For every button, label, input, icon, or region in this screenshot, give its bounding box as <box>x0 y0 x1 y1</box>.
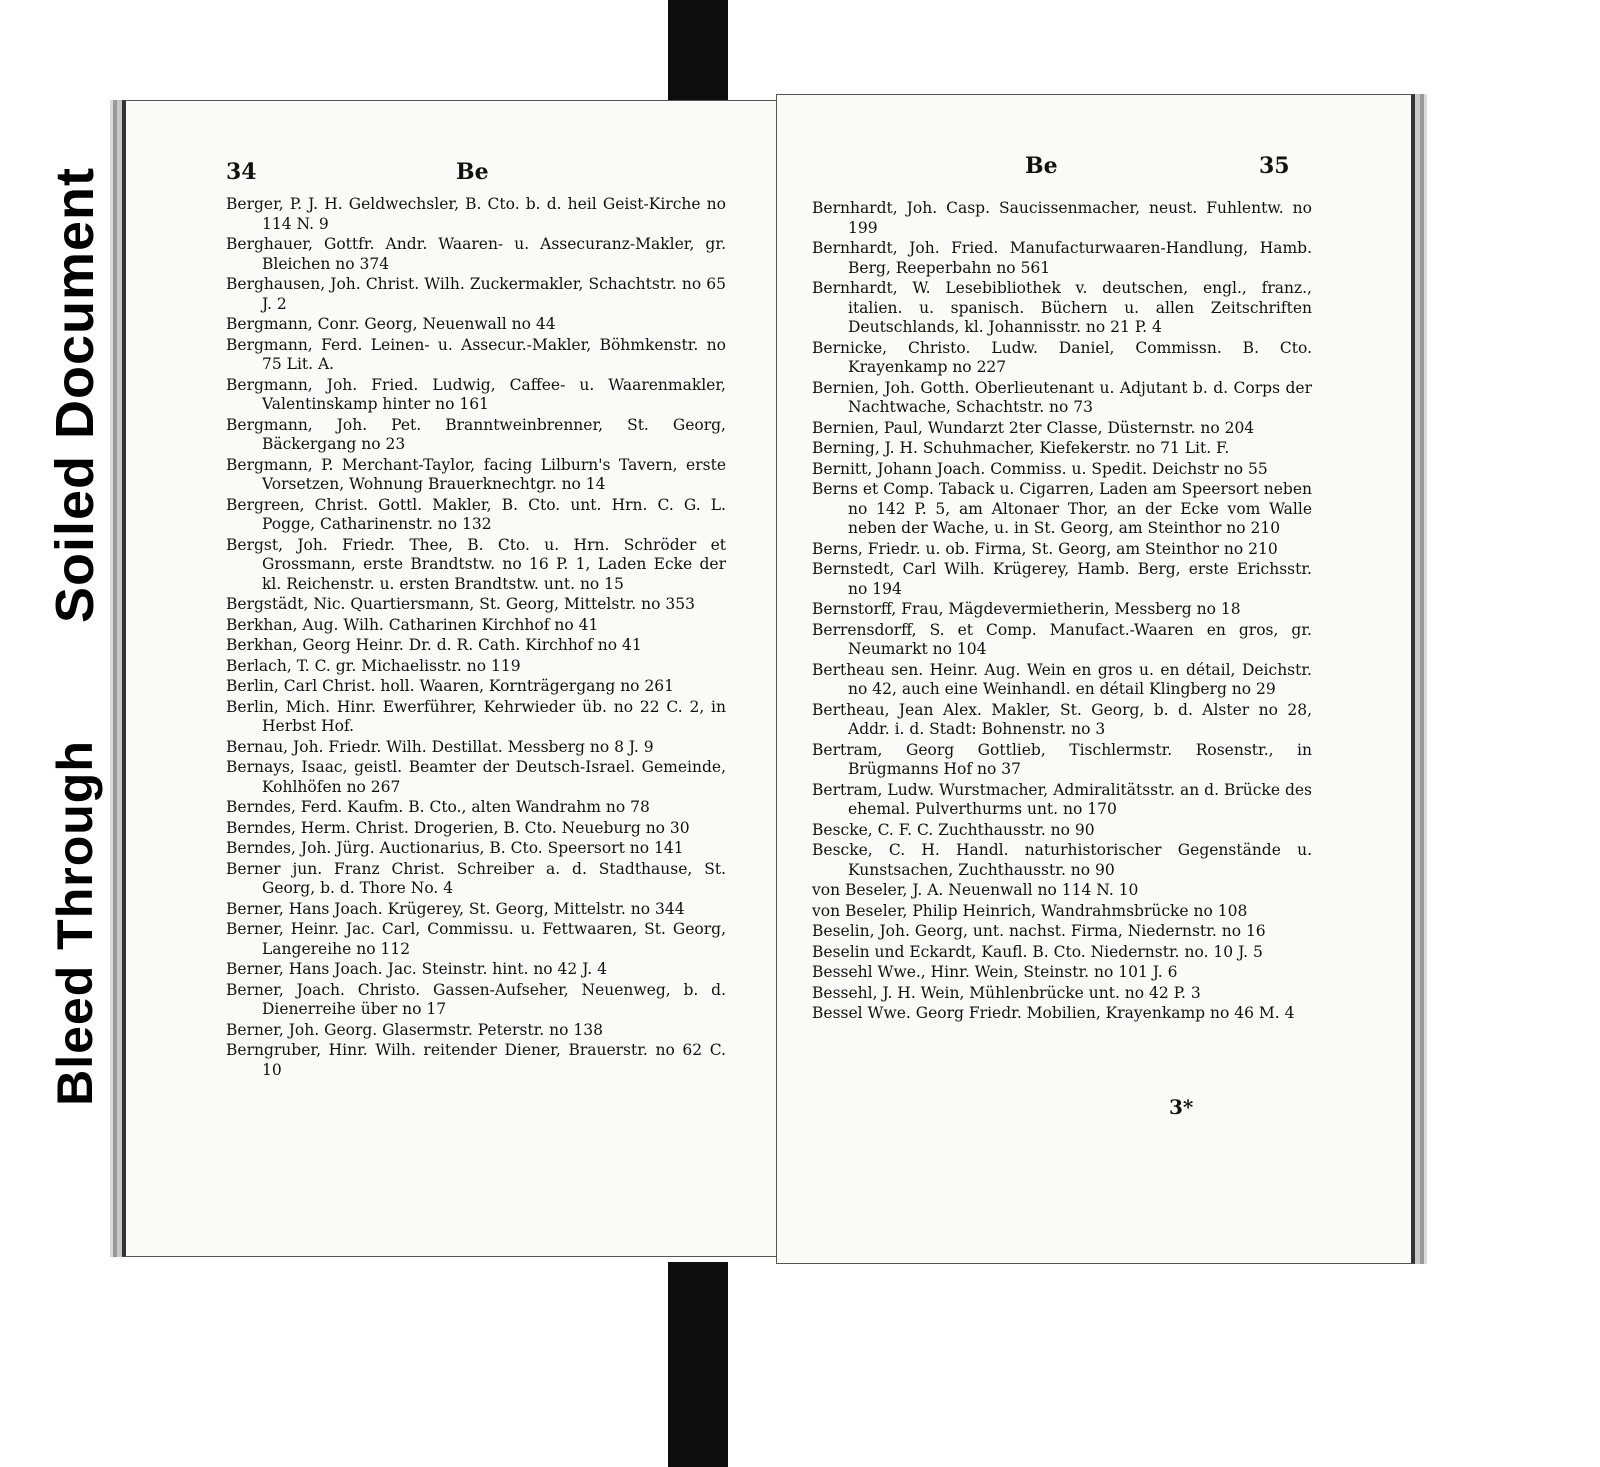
binding-spine-top <box>668 0 728 110</box>
directory-entry: Berghausen, Joh. Christ. Wilh. Zuckermakler, Schachtstr. no 65 J. 2 <box>226 275 726 313</box>
directory-entry: Bergst, Joh. Friedr. Thee, B. Cto. u. Hrn. Schröder et Grossmann, erste Brandtstw. no 16 P. 1, Laden Ecke der kl. Reichenstr. u. ersten Brandtstw. unt. no 15 <box>226 535 726 593</box>
directory-entry: Bessehl Wwe., Hinr. Wein, Steinstr. no 101 J. 6 <box>812 963 1178 981</box>
directory-entry: Bernstorff, Frau, Mägdevermietherin, Messberg no 18 <box>812 600 1241 618</box>
directory-entry: Berns et Comp. Taback u. Cigarren, Laden am Speersort neben no 142 P. 5, am Altonaer Thor, an der Ecke vom Walle neben der Wache, u. in St. Georg, am Steinthor no 210 <box>812 480 1312 537</box>
signature-mark: 3* <box>1169 1095 1194 1119</box>
directory-entry: Bernau, Joh. Friedr. Wilh. Destillat. Messberg no 8 J. 9 <box>226 737 654 756</box>
directory-entry: Berning, J. H. Schuhmacher, Kiefekerstr. no 71 Lit. F. <box>812 439 1230 457</box>
bleed-through-label <box>45 688 105 1158</box>
directory-entry: Bessel Wwe. Georg Friedr. Mobilien, Krayenkamp no 46 M. 4 <box>812 1004 1295 1022</box>
directory-entry: Bescke, C. F. C. Zuchthausstr. no 90 <box>812 820 1095 839</box>
directory-entry: Berner, Joach. Christo. Gassen-Aufseher, Neuenweg, b. d. Dienerreihe über no 17 <box>226 980 726 1018</box>
directory-entry: Bergmann, Conr. Georg, Neuenwall no 44 <box>226 315 556 333</box>
directory-entry: Berner, Joh. Georg. Glasermstr. Peterstr. no 138 <box>226 1020 603 1039</box>
directory-entry: Berndes, Herm. Christ. Drogerien, B. Cto. Neueburg no 30 <box>226 818 690 837</box>
directory-entry: Bernhardt, Joh. Casp. Saucissenmacher, neust. Fuhlentw. no 199 <box>812 199 1312 237</box>
directory-entry: Bernitt, Johann Joach. Commiss. u. Spedit. Deichstr no 55 <box>812 459 1268 478</box>
running-header-right: Be <box>1025 153 1058 179</box>
page-number-left: 34 <box>226 159 257 185</box>
directory-entry: Bernicke, Christo. Ludw. Daniel, Commissn. B. Cto. Krayenkamp no 227 <box>812 338 1312 376</box>
directory-entry: Bergmann, Joh. Fried. Ludwig, Caffee- u. Waarenmakler, Valentinskamp hinter no 161 <box>226 375 726 413</box>
page-number-right: 35 <box>1259 153 1290 179</box>
directory-entry: Berlin, Carl Christ. holl. Waaren, Kornträgergang no 261 <box>226 677 675 695</box>
directory-entry: Berns, Friedr. u. ob. Firma, St. Georg, am Steinthor no 210 <box>812 539 1278 558</box>
directory-entry: Bernhardt, W. Lesebibliothek v. deutschen, engl., franz., italien. u. spanisch. Büchern u. allen Zeitschriften Deutschlands, kl. Johannisstr. no 21 P. 4 <box>812 279 1312 336</box>
directory-entry: von Beseler, Philip Heinrich, Wandrahmsbrücke no 108 <box>812 901 1248 920</box>
directory-entry: von Beseler, J. A. Neuenwall no 114 N. 10 <box>812 881 1139 899</box>
directory-entry: Berngruber, Hinr. Wilh. reitender Diener, Brauerstr. no 62 C. 10 <box>226 1041 726 1079</box>
directory-entry: Berghauer, Gottfr. Andr. Waaren- u. Assecuranz-Makler, gr. Bleichen no 374 <box>226 235 726 273</box>
directory-entry: Bergstädt, Nic. Quartiersmann, St. Georg, Mittelstr. no 353 <box>226 595 695 613</box>
directory-entry: Berner jun. Franz Christ. Schreiber a. d. Stadthause, St. Georg, b. d. Thore No. 4 <box>226 859 726 897</box>
right-page <box>776 94 1415 1264</box>
directory-entry: Berkhan, Aug. Wilh. Catharinen Kirchhof no 41 <box>226 615 599 634</box>
directory-entry: Bernhardt, Joh. Fried. Manufacturwaaren-Handlung, Hamb. Berg, Reeperbahn no 561 <box>812 239 1312 277</box>
directory-entry: Beselin, Joh. Georg, unt. nachst. Firma, Niedernstr. no 16 <box>812 922 1266 940</box>
directory-entry: Bessehl, J. H. Wein, Mühlenbrücke unt. no 42 P. 3 <box>812 983 1201 1002</box>
soiled-document-label <box>45 130 105 660</box>
directory-entry: Bernien, Joh. Gotth. Oberlieutenant u. Adjutant b. d. Corps der Nachtwache, Schachtstr. no 73 <box>812 378 1312 416</box>
directory-entry: Bergreen, Christ. Gottl. Makler, B. Cto. unt. Hrn. C. G. L. Pogge, Catharinenstr. no 132 <box>226 495 726 533</box>
directory-entry: Berner, Hans Joach. Krügerey, St. Georg, Mittelstr. no 344 <box>226 899 685 918</box>
directory-entry: Berger, P. J. H. Geldwechsler, B. Cto. b. d. heil Geist-Kirche no 114 N. 9 <box>226 195 726 233</box>
directory-entry: Bertram, Georg Gottlieb, Tischlermstr. Rosenstr., in Brügmanns Hof no 37 <box>812 740 1312 778</box>
directory-entry: Beselin und Eckardt, Kaufl. B. Cto. Niedernstr. no. 10 J. 5 <box>812 942 1263 961</box>
directory-entry: Bescke, C. H. Handl. naturhistorischer Gegenstände u. Kunstsachen, Zuchthausstr. no 90 <box>812 841 1312 879</box>
directory-entry: Berrensdorff, S. et Comp. Manufact.-Waaren en gros, gr. Neumarkt no 104 <box>812 620 1312 658</box>
directory-entry: Berner, Heinr. Jac. Carl, Commissu. u. Fettwaaren, St. Georg, Langereihe no 112 <box>226 920 726 958</box>
directory-entry: Bertheau, Jean Alex. Makler, St. Georg, b. d. Alster no 28, Addr. i. d. Stadt: Bohnenstr. no 3 <box>812 700 1312 738</box>
directory-entry: Bertram, Ludw. Wurstmacher, Admiralitätsstr. an d. Brücke des ehemal. Pulverthurms unt. no 170 <box>812 780 1312 818</box>
directory-entries-left <box>226 195 726 1081</box>
directory-entry: Bertheau sen. Heinr. Aug. Wein en gros u. en détail, Deichstr. no 42, auch eine Weinhandl. en détail Klingberg no 29 <box>812 660 1312 698</box>
directory-entry: Berkhan, Georg Heinr. Dr. d. R. Cath. Kirchhof no 41 <box>226 636 642 654</box>
left-page <box>122 100 777 1257</box>
directory-entry: Bernstedt, Carl Wilh. Krügerey, Hamb. Berg, erste Erichsstr. no 194 <box>812 560 1312 598</box>
directory-entry: Bergmann, Ferd. Leinen- u. Assecur.-Makler, Böhmkenstr. no 75 Lit. A. <box>226 335 726 373</box>
directory-entry: Bergmann, P. Merchant-Taylor, facing Lilburn's Tavern, erste Vorsetzen, Wohnung Brauerknechtgr. no 14 <box>226 455 726 493</box>
directory-entry: Berner, Hans Joach. Jac. Steinstr. hint. no 42 J. 4 <box>226 960 607 978</box>
directory-entry: Berndes, Ferd. Kaufm. B. Cto., alten Wandrahm no 78 <box>226 798 650 816</box>
running-header-left: Be <box>456 159 489 185</box>
directory-entry: Berndes, Joh. Jürg. Auctionarius, B. Cto. Speersort no 141 <box>226 839 684 857</box>
directory-entry: Bernien, Paul, Wundarzt 2ter Classe, Düsternstr. no 204 <box>812 418 1255 437</box>
directory-entries-right <box>812 199 1312 1025</box>
soiled-document-text: Soiled Document <box>45 166 106 624</box>
directory-entry: Bernays, Isaac, geistl. Beamter der Deutsch-Israel. Gemeinde, Kohlhöfen no 267 <box>226 758 726 796</box>
bleed-through-text: Bleed Through <box>47 740 104 1106</box>
directory-entry: Berlin, Mich. Hinr. Ewerführer, Kehrwieder üb. no 22 C. 2, in Herbst Hof. <box>226 697 726 735</box>
binding-spine-bottom <box>668 1262 728 1467</box>
directory-entry: Berlach, T. C. gr. Michaelisstr. no 119 <box>226 656 521 675</box>
directory-entry: Bergmann, Joh. Pet. Branntweinbrenner, St. Georg, Bäckergang no 23 <box>226 415 726 453</box>
